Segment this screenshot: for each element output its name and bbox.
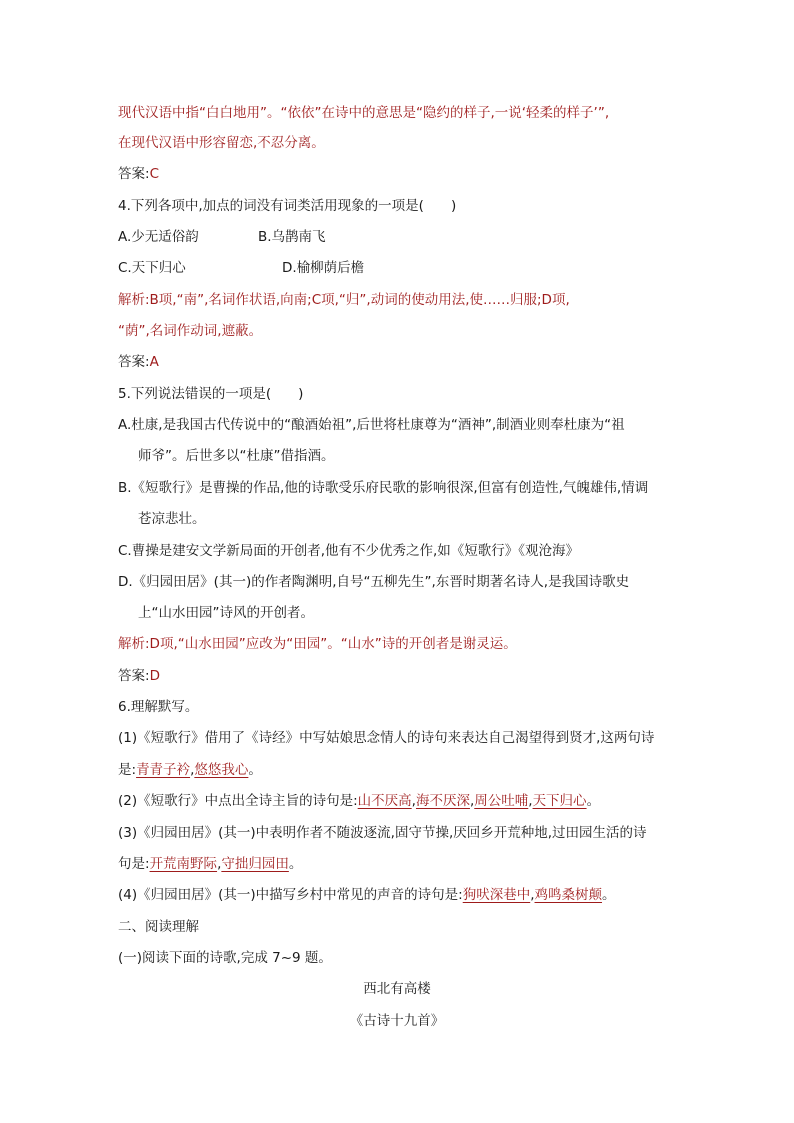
- answer-4: [118, 352, 159, 372]
- answer-blank: 开荒南野际: [149, 856, 218, 872]
- question-6-3-line1: (3)《归园田居》(其一)中表明作者不随波逐流,固守节操,厌回乡开荒种地,过田园生活的诗: [118, 825, 647, 841]
- prompt-text: 句是:: [118, 856, 150, 872]
- answer-blank: 周公吐哺: [474, 793, 529, 809]
- question-4-options-ab: [118, 227, 518, 247]
- answer-blank: 天下归心: [532, 793, 587, 809]
- answer-5: [118, 666, 160, 686]
- option-d-line2: 上“山水田园”诗风的开创者。: [138, 605, 314, 621]
- option-c: C.曹操是建安文学新局面的开创者,他有不少优秀之作,如《短歌行》《观沧海》: [118, 543, 580, 559]
- answer-label: 答案:: [118, 166, 150, 182]
- answer-value: D: [149, 668, 160, 684]
- question-6-1-line1: (1)《短歌行》借用了《诗经》中写姑娘思念情人的诗句来表达自己渴望得到贤才,这两句诗: [118, 730, 655, 746]
- answer-value: C: [149, 166, 159, 182]
- question-6-3-line2: [118, 854, 302, 874]
- option-a: A.少无适俗韵: [118, 229, 199, 245]
- option-d: D.榆柳荫后檐: [282, 260, 365, 276]
- question-6-2: [118, 791, 600, 811]
- separator: ,: [530, 887, 535, 903]
- option-b: B.乌鹊南飞: [258, 229, 326, 245]
- end-punct: 。: [248, 762, 262, 778]
- separator: ,: [469, 793, 475, 809]
- option-c: C.天下归心: [118, 260, 186, 276]
- text-line: 现代汉语中指“白白地用”。“依依”在诗中的意思是“隐约的样子,一说‘轻柔的样子’”,: [118, 105, 610, 121]
- answer-label: 答案:: [118, 354, 150, 370]
- section-heading: 二、阅读理解: [118, 919, 199, 935]
- answer-blank: 海不厌深: [415, 793, 470, 809]
- end-punct: 。: [602, 887, 616, 903]
- answer-blank: 悠悠我心: [194, 762, 249, 778]
- answer-blank: 山不厌高: [357, 793, 412, 809]
- analysis-5: 解析:D项,“山水田园”应改为“田园”。“山水”诗的开创者是谢灵运。: [118, 636, 517, 652]
- option-a-line1: A.杜康,是我国古代传说中的“酿酒始祖”,后世将杜康尊为“酒神”,制酒业则奉杜康为“祖: [118, 417, 625, 433]
- poem-source: 《古诗十九首》: [349, 1013, 445, 1029]
- separator: ,: [528, 793, 533, 809]
- answer-blank: 守拙归园田: [221, 856, 289, 872]
- question-6-1-line2: [118, 760, 262, 780]
- answer-blank: 狗吠深巷中: [462, 887, 531, 903]
- prompt-text: (4)《归园田居》(其一)中描写乡村中常见的声音的诗句是:: [118, 887, 463, 903]
- separator: ,: [190, 762, 195, 778]
- option-b-line1: B.《短歌行》是曹操的作品,他的诗歌受乐府民歌的影响很深,但富有创造性,气魄雄伟,情调: [118, 480, 649, 496]
- option-b-line2: 苍凉悲壮。: [138, 511, 206, 527]
- separator: ,: [411, 793, 416, 809]
- separator: ,: [217, 856, 222, 872]
- text-line: 在现代汉语中形容留恋,不忍分离。: [118, 135, 325, 151]
- question-6-4: [118, 885, 616, 905]
- question-4-options-cd: [118, 258, 518, 278]
- subsection-instruction: (一)阅读下面的诗歌,完成 7~9 题。: [118, 950, 332, 966]
- question-5-stem: 5.下列说法错误的一项是( ): [118, 386, 304, 402]
- answer-blank: 鸡鸣桑树颠: [534, 887, 603, 903]
- end-punct: 。: [586, 793, 601, 809]
- option-a-line2: 师爷”。后世多以“杜康”借指酒。: [138, 448, 335, 464]
- answer-3: [118, 164, 159, 184]
- analysis-4-line1: 解析:B项,“南”,名词作状语,向南;C项,“归”,动词的使动用法,使……归服;D项,: [118, 292, 570, 308]
- question-4-stem: 4.下列各项中,加点的词没有词类活用现象的一项是( ): [118, 198, 457, 214]
- analysis-4-line2: “荫”,名词作动词,遮蔽。: [118, 323, 263, 339]
- end-punct: 。: [288, 856, 303, 872]
- answer-blank: 青青子衿: [136, 762, 191, 778]
- prompt-text: 是:: [118, 762, 137, 778]
- question-6-stem: 6.理解默写。: [118, 699, 199, 715]
- prompt-text: (2)《短歌行》中点出全诗主旨的诗句是:: [118, 793, 358, 809]
- option-d-line1: D.《归园田居》(其一)的作者陶渊明,自号“五柳先生”,东晋时期著名诗人,是我国诗歌史: [118, 574, 630, 590]
- poem-title: 西北有高楼: [363, 981, 431, 997]
- answer-value: A: [149, 354, 159, 370]
- answer-label: 答案:: [118, 668, 150, 684]
